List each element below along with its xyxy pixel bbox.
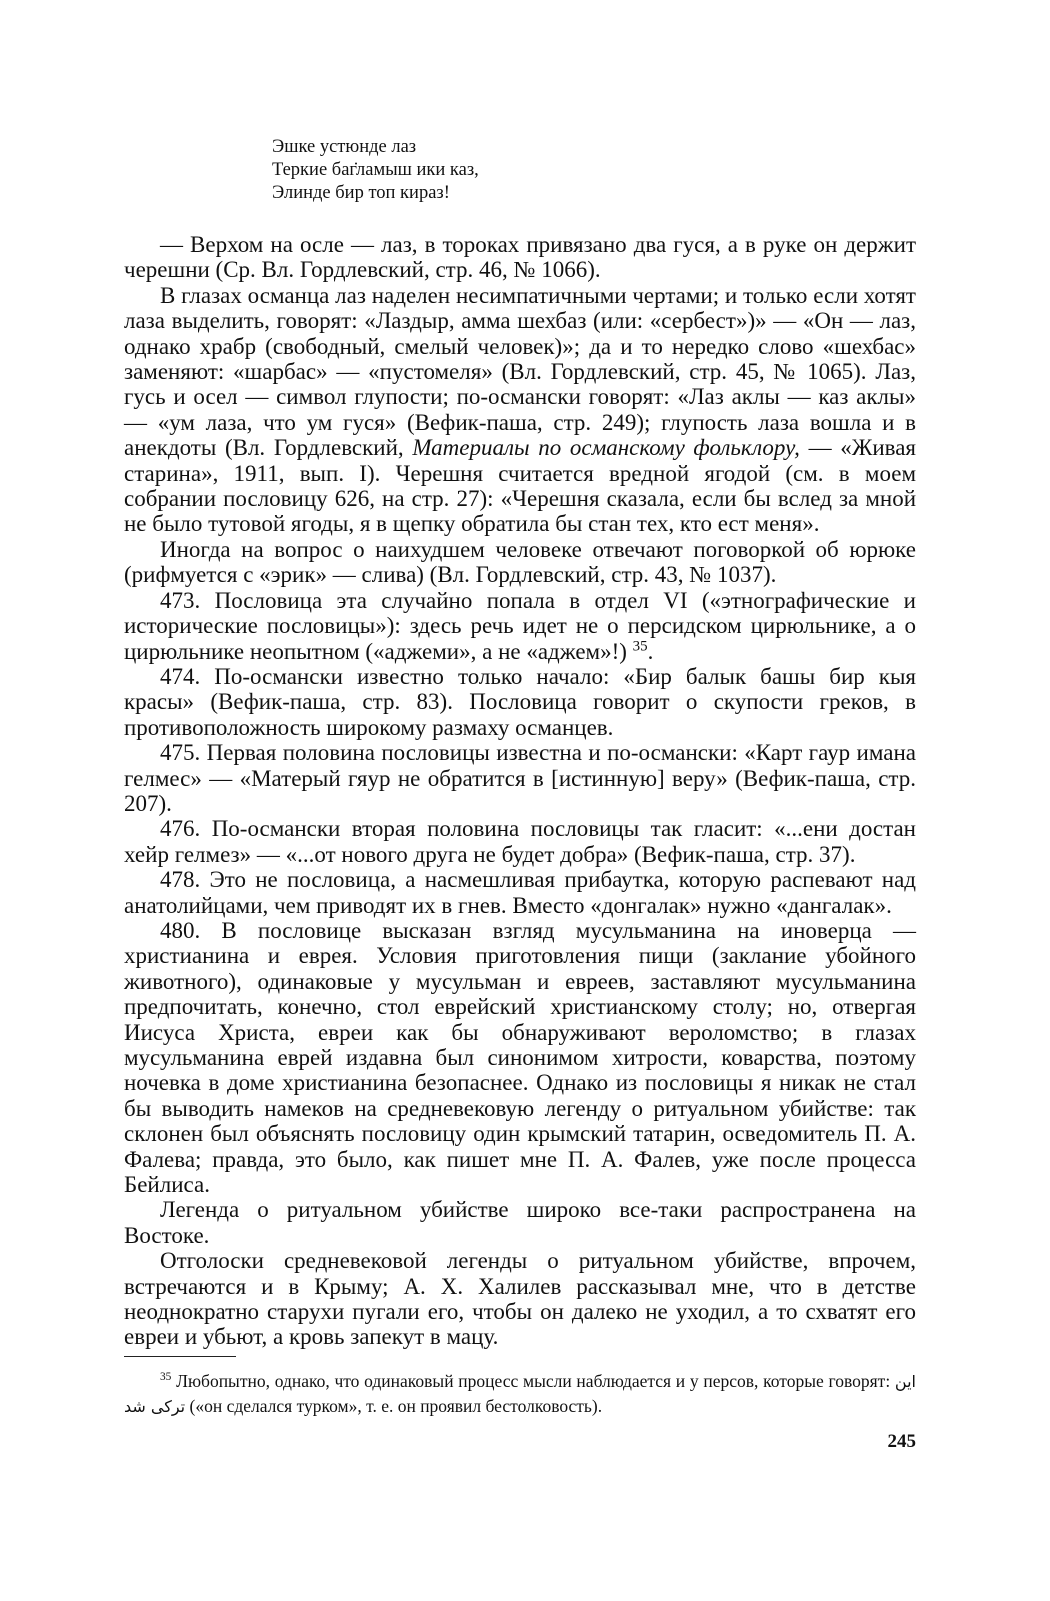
paragraph-laz-text-b: — «Живая старина», 1911, вып. I). Черешня считается вредной ягодой (см. в моем собрании пословицу 626, на стр. 27): «Черешня сказала, если бы вслед за мной не было тутовой ягоды, я в щепку обратила бы стан тех, кто ест меня».: [124, 435, 916, 537]
paragraph-laz-text-a: В глазах османца лаз наделен несимпатичными чертами; и только если хотят лаза выделить, говорят: «Лаздыр, амма шехбаз (или: «сербест»)» — «Он — лаз, однако храбр (свободный, смелый человек)»; да и то нередко слово «шехбас» заменяют: «шарбас» — «пустомеля» (Вл. Гордлевский, стр. 45, № 1065). Лаз, гусь и осел — символ глупости; по-османски говорят: «Лаз аклы — каз аклы» — «ум лаза, что ум гуся» (Вефик-паша, стр. 249); глупость лаза вошла и в анекдоты (Вл. Гордлевский,: [124, 282, 916, 461]
page-number: 245: [887, 1431, 916, 1452]
paragraph-473-end: .: [647, 638, 654, 664]
footnote: [124, 1369, 916, 1419]
footnote-text-a: Любопытно, однако, что одинаковый процесс мысли наблюдается и у персов, которые говорят:: [171, 1371, 895, 1391]
paragraph-478: 478. Это не пословица, а насмешливая прибаутка, которую распевают над анатолийцами, чем приводят их в гнев. Вместо «донгалак» нужно «дангалак».: [124, 867, 916, 918]
footnote-reference: 35: [632, 637, 648, 654]
body-text: [124, 232, 916, 1350]
paragraph-473: [124, 588, 916, 664]
footnote-persian-phrase: این ترکی شد: [124, 1372, 916, 1416]
paragraph-crimea: Отголоски средневековой легенды о ритуальном убийстве, впрочем, встречаются и в Крыму; А. Х. Халилев рассказывал мне, что в детстве неоднократно старухи пугали его, чтобы он далеко не уходил, а то схватят его евреи и убьют, а кровь запекут в мацу.: [124, 1248, 916, 1350]
paragraph-480: 480. В пословице высказан взгляд мусульманина на иноверца — христианина и еврея. Условия приготовления пищи (заклание убойного животного), одинаковые у мусульман и евреев, заставляют мусульманина предпочитать, конечно, стол еврейский христианскому столу; но, отвергая Иисуса Христа, евреи как бы обнаруживают вероломство; в глазах мусульманина еврей издавна был синонимом хитрости, коварства, поэтому ночевка в доме христианина безопаснее. Однако из пословицы я никак не стал бы выводить намеков на средневековую легенду о ритуальном убийстве: так склонен был объяснять пословицу один крымский татарин, осведомитель П. А. Фалева; правда, это было, как пишет мне П. А. Фалев, уже после процесса Бейлиса.: [124, 917, 916, 1198]
paragraph-473-text: 473. Пословица эта случайно попала в отдел VI («этнографические и исторические пословицы»): здесь речь идет не о персидском цирюльнике, а о цирюльнике неопытном («аджеми», а не «аджем»!): [124, 587, 916, 664]
paragraph-verse-translation: — Верхом на осле — лаз, в тороках привязано два гуся, а в руке он держит черешни (Ср. Вл. Гордлевский, стр. 46, № 1066).: [124, 232, 916, 283]
paragraph-yuruk: Иногда на вопрос о наихудшем человеке отвечают поговоркой об юрюке (рифмуется с «эрик» — слива) (Вл. Гордлевский, стр. 43, № 1037).: [124, 536, 916, 588]
paragraph-laz: [124, 283, 916, 537]
paragraph-474: 474. По-османски известно только начало: «Бир балык башы бир кыя красы» (Вефик-паша, стр. 83). Пословица говорит о скупости греков, в противоположность широкому размаху османцев.: [124, 663, 916, 740]
paragraph-476: 476. По-османски вторая половина пословицы так гласит: «...ени достан хейр гелмез» — «...от нового друга не будет добра» (Вефик-паша, стр. 37).: [124, 816, 916, 867]
book-title-italic: Материалы по османскому фольклору,: [412, 435, 800, 461]
paragraph-475: 475. Первая половина пословицы известна и по-османски: «Карт гаур имана гелмес» — «Матерый гяур не обратится в [истинную] веру» (Вефик-паша, стр. 207).: [124, 740, 916, 816]
verse-line-3: Элинде бир топ кираз!: [272, 183, 450, 203]
footnote-divider: [124, 1356, 236, 1357]
footnote-number: 35: [160, 1371, 172, 1384]
verse-block: [272, 136, 692, 205]
verse-line-1: Эшке устюнде лаз: [272, 137, 417, 157]
paragraph-legend: Легенда о ритуальном убийстве широко все-таки распространена на Востоке.: [124, 1197, 916, 1248]
verse-line-2: Теркие баг̇ламыш ики каз,: [272, 160, 479, 180]
footnote-text-b: («он сделался турком», т. е. он проявил бестолковость).: [185, 1396, 603, 1416]
